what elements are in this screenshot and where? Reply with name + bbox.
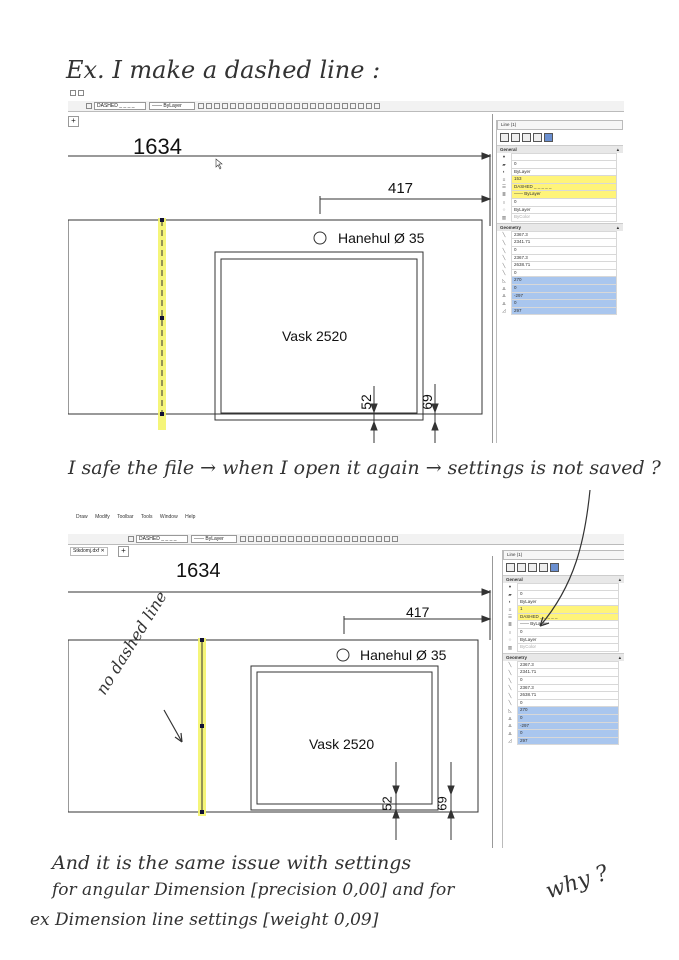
tool-icon[interactable] (214, 103, 220, 109)
tool-icon[interactable] (384, 536, 390, 542)
delta-icon: Δ (502, 300, 506, 306)
scale-icon: ≡ (508, 606, 512, 612)
tool-icon[interactable] (240, 536, 246, 542)
note-middle: I safe the file → when I open it again → settings is not saved ? (68, 457, 661, 479)
layer-icon[interactable] (78, 90, 84, 96)
close-icon[interactable]: ✕ (100, 548, 105, 554)
line-icon: ╲ (502, 255, 506, 261)
menu-draw[interactable]: Draw (76, 514, 88, 520)
scale-icon: ≡ (502, 176, 506, 182)
angle-icon: ◺ (502, 277, 506, 283)
tool-icon[interactable] (358, 103, 364, 109)
panel-toolbar (503, 560, 624, 575)
prop-value[interactable]: 0 (517, 628, 619, 637)
grip (160, 412, 164, 416)
delta-icon: Δ (508, 715, 512, 721)
filter-icon[interactable] (533, 133, 542, 142)
tool-icon[interactable] (352, 536, 358, 542)
cursor-icon (216, 159, 222, 169)
drawing-canvas[interactable] (68, 114, 493, 443)
prop-row[interactable] (497, 307, 623, 315)
prop-value[interactable]: 2638.71 (511, 261, 617, 270)
file-tab-label: Stkdomj.dxf (73, 548, 100, 554)
length-icon: ◿ (502, 308, 506, 314)
geometry-section[interactable]: Geometry ▴ (503, 653, 624, 661)
prop-value[interactable]: 2367.3 (517, 684, 619, 693)
grip (200, 638, 204, 642)
line-icon: ╲ (502, 270, 506, 276)
grip (160, 218, 164, 222)
properties-toolbar (68, 101, 624, 112)
note-why: why ? (542, 860, 612, 905)
sink-label: Vask 2520 (282, 328, 348, 344)
tool-icon[interactable] (342, 103, 348, 109)
lineweight-icon: ≣ (502, 191, 506, 197)
arrowhead (371, 422, 377, 430)
dim-417-text: 417 (388, 180, 414, 197)
hole-label: Hanehul Ø 35 (360, 647, 447, 663)
panel-title: Line (1) (497, 120, 623, 130)
dim-417-text: 417 (406, 604, 430, 620)
arrowhead (482, 196, 490, 202)
tool-icon[interactable] (246, 103, 252, 109)
file-tab[interactable] (70, 547, 108, 556)
prop-row[interactable] (503, 737, 624, 745)
arrowhead (482, 153, 490, 159)
tool-icon[interactable] (312, 536, 318, 542)
color-icon[interactable] (128, 536, 134, 542)
dim-1634-text: 1634 (176, 560, 221, 582)
tool-icon[interactable] (334, 103, 340, 109)
prop-value[interactable]: 0 (511, 299, 617, 308)
arrowhead (482, 616, 490, 622)
prop-row[interactable] (503, 644, 624, 652)
line-icon: ╲ (502, 247, 506, 253)
layer-icon: ▰ (508, 591, 512, 597)
arrowhead (448, 786, 454, 794)
line-icon: ╲ (508, 677, 512, 683)
prop-value[interactable]: 270 (517, 706, 619, 715)
lineweight-select[interactable]: —— ByLayer (149, 102, 195, 110)
line-icon: ╲ (502, 232, 506, 238)
menu-help[interactable]: Help (185, 514, 196, 520)
arrowhead (393, 810, 399, 818)
tool-icon[interactable] (344, 536, 350, 542)
panel-title: Line (1) (503, 550, 624, 560)
quick-select-icon[interactable] (517, 563, 526, 572)
tool-icon[interactable] (230, 103, 236, 109)
add-tab-button[interactable]: + (118, 546, 129, 557)
toolbar-icons-row (70, 90, 86, 98)
line-icon: ╲ (502, 239, 506, 245)
dim-69-text: 69 (418, 394, 435, 410)
counter-outline (68, 220, 482, 414)
delta-icon: Δ (502, 285, 506, 291)
menu-tools[interactable]: Tools (140, 514, 153, 520)
color-icon: ● (502, 154, 506, 159)
tool-icon[interactable] (296, 536, 302, 542)
delta-icon: Δ (508, 730, 512, 736)
tool-icon[interactable] (294, 103, 300, 109)
lineweight-value[interactable]: —— ByLayer (517, 620, 619, 629)
select-objects-icon[interactable] (506, 563, 515, 572)
linetype-icon: ☰ (507, 614, 513, 620)
toggle-pickadd-icon[interactable] (522, 133, 531, 142)
menu-bar (76, 514, 201, 520)
arrowhead (448, 810, 454, 818)
linetype-value[interactable]: DASHED _ _ _ _ _ (517, 613, 619, 622)
dim-52-text: 52 (357, 394, 374, 410)
tool-icon[interactable] (222, 103, 228, 109)
delta-icon: Δ (508, 723, 512, 729)
menu-window[interactable]: Window (159, 514, 178, 520)
color-icon: ● (508, 584, 512, 589)
transparency-icon: ▥ (507, 644, 513, 650)
drawing (68, 556, 492, 848)
grip (200, 724, 204, 728)
tool-icon[interactable] (336, 536, 342, 542)
tool-icon[interactable] (254, 103, 260, 109)
grip (160, 316, 164, 320)
grid-icon[interactable] (70, 90, 76, 96)
tool-icon[interactable] (374, 103, 380, 109)
thickness-icon: I (509, 629, 511, 635)
prop-value[interactable]: 2367.3 (511, 254, 617, 263)
tool-icon[interactable] (262, 103, 268, 109)
line-icon: ╲ (508, 700, 512, 706)
dim-69-text: 69 (434, 796, 450, 811)
color-icon: ◐ (502, 169, 506, 175)
tool-icon[interactable] (328, 536, 334, 542)
prop-value[interactable]: 0 (511, 198, 617, 207)
properties-panel (502, 550, 624, 848)
prop-value[interactable]: 2341.71 (517, 668, 619, 677)
general-section[interactable]: General ▴ (497, 145, 623, 153)
tool-icon[interactable] (238, 103, 244, 109)
lineweight-icon: ≣ (508, 621, 512, 627)
tool-icon[interactable] (286, 103, 292, 109)
length-icon: ◿ (508, 738, 512, 744)
add-tab-button[interactable]: + (68, 116, 79, 127)
prop-value[interactable]: 297 (517, 737, 619, 746)
arrowhead (432, 422, 438, 430)
properties-panel (496, 120, 623, 443)
menu-toolbar[interactable]: Toolbar (117, 514, 134, 520)
lineweight-select[interactable]: —— ByLayer (191, 535, 237, 543)
tool-icon[interactable] (392, 536, 398, 542)
prop-value[interactable]: 0 (517, 676, 619, 685)
tool-icon[interactable] (264, 536, 270, 542)
prop-value[interactable]: ByLayer (511, 206, 617, 215)
prop-value[interactable]: ByLayer (517, 636, 619, 645)
tool-icon[interactable] (270, 103, 276, 109)
line-icon: ╲ (508, 662, 512, 668)
prop-value[interactable]: 297 (511, 307, 617, 316)
hole-circle (314, 232, 326, 244)
note-bottom-1: And it is the same issue with settings (52, 852, 412, 874)
thickness-icon: I (503, 199, 505, 205)
tool-icon[interactable] (302, 103, 308, 109)
color-icon: ◐ (508, 599, 512, 605)
prop-value[interactable]: 2341.71 (511, 238, 617, 247)
prop-value[interactable]: 0 (517, 590, 619, 599)
note-bottom-3: ex Dimension line settings [weight 0,09] (30, 910, 379, 930)
hole-circle (337, 649, 349, 661)
prop-value[interactable]: 0 (511, 284, 617, 293)
help-icon[interactable] (550, 563, 559, 572)
tool-icon[interactable] (320, 536, 326, 542)
sink-label: Vask 2520 (309, 736, 375, 752)
prop-value[interactable]: 270 (511, 276, 617, 285)
toggle-pickadd-icon[interactable] (528, 563, 537, 572)
prop-value[interactable]: 0 (517, 729, 619, 738)
note-top: Ex. I make a dashed line : (66, 56, 381, 84)
prop-value[interactable]: 0 (517, 714, 619, 723)
line-icon: ╲ (502, 262, 506, 268)
note-bottom-2: for angular Dimension [precision 0,00] and for (52, 880, 455, 900)
help-icon[interactable] (544, 133, 553, 142)
angle-icon: ◺ (508, 707, 512, 713)
dim-1634-text: 1634 (133, 134, 182, 159)
color-icon[interactable] (86, 103, 92, 109)
panel-toolbar (497, 130, 623, 145)
screenshot-1 (68, 88, 624, 443)
line-icon: ╲ (508, 685, 512, 691)
screenshot-2 (68, 508, 624, 848)
tool-icon[interactable] (278, 103, 284, 109)
quick-select-icon[interactable] (511, 133, 520, 142)
tool-icon[interactable] (318, 103, 324, 109)
arrowhead (393, 786, 399, 794)
layer-icon: ▰ (502, 161, 506, 167)
delta-icon: Δ (502, 293, 506, 299)
prop-value[interactable]: 2367.3 (517, 661, 619, 670)
grip (200, 810, 204, 814)
prop-value[interactable]: 0 (511, 160, 617, 169)
general-section[interactable]: General ▴ (503, 575, 624, 583)
prop-value[interactable]: ByLayer (511, 168, 617, 177)
prop-value[interactable]: ByColor (517, 643, 619, 652)
tool-icon[interactable] (248, 536, 254, 542)
filter-icon[interactable] (539, 563, 548, 572)
linetype-value[interactable]: DASHED _ _ _ _ _ (511, 183, 617, 192)
line-icon: ╲ (508, 692, 512, 698)
tool-icon[interactable] (310, 103, 316, 109)
line-icon: ╲ (508, 669, 512, 675)
tool-icon[interactable] (326, 103, 332, 109)
hole-label: Hanehul Ø 35 (338, 230, 425, 246)
geometry-section[interactable]: Geometry ▴ (497, 223, 623, 231)
prop-value[interactable]: ByLayer (517, 598, 619, 607)
menu-modify[interactable]: Modify (95, 514, 110, 520)
prop-value[interactable]: 0 (511, 246, 617, 255)
properties-toolbar (68, 534, 624, 545)
tool-icon[interactable] (272, 536, 278, 542)
tool-icon[interactable] (206, 103, 212, 109)
linetype-select[interactable]: DASHED _ _ _ _ (136, 535, 188, 543)
select-objects-icon[interactable] (500, 133, 509, 142)
linetype-select[interactable]: DASHED _ _ _ _ (94, 102, 146, 110)
plotstyle-icon: ⁘ (508, 637, 512, 643)
plotstyle-icon: ⁘ (502, 207, 506, 213)
prop-row[interactable] (497, 214, 623, 222)
note-no-dashed-line: no dashed line (92, 587, 171, 699)
transparency-icon: ▥ (501, 214, 507, 220)
arrowhead (482, 589, 490, 595)
tool-icon[interactable] (376, 536, 382, 542)
dim-52-text: 52 (379, 796, 395, 811)
tool-icon[interactable] (360, 536, 366, 542)
tool-icon[interactable] (350, 103, 356, 109)
tool-icon[interactable] (368, 536, 374, 542)
linetype-scale-value[interactable]: 153 (511, 175, 617, 184)
linetype-scale-value[interactable]: 1 (517, 605, 619, 614)
linetype-icon: ☰ (501, 184, 507, 190)
prop-value[interactable]: 0 (511, 269, 617, 278)
prop-value[interactable]: 0 (517, 699, 619, 708)
tool-icon[interactable] (280, 536, 286, 542)
lineweight-value[interactable]: —— ByLayer (511, 190, 617, 199)
tool-icon[interactable] (304, 536, 310, 542)
prop-value[interactable]: ByColor (511, 213, 617, 222)
tool-icon[interactable] (256, 536, 262, 542)
tool-icon[interactable] (198, 103, 204, 109)
prop-value[interactable]: 2367.3 (511, 231, 617, 240)
prop-value[interactable]: -297 (511, 292, 617, 301)
tool-icon[interactable] (288, 536, 294, 542)
prop-value[interactable]: 2638.71 (517, 691, 619, 700)
tool-icon[interactable] (366, 103, 372, 109)
prop-value[interactable]: -297 (517, 722, 619, 731)
drawing-canvas[interactable] (68, 556, 493, 848)
